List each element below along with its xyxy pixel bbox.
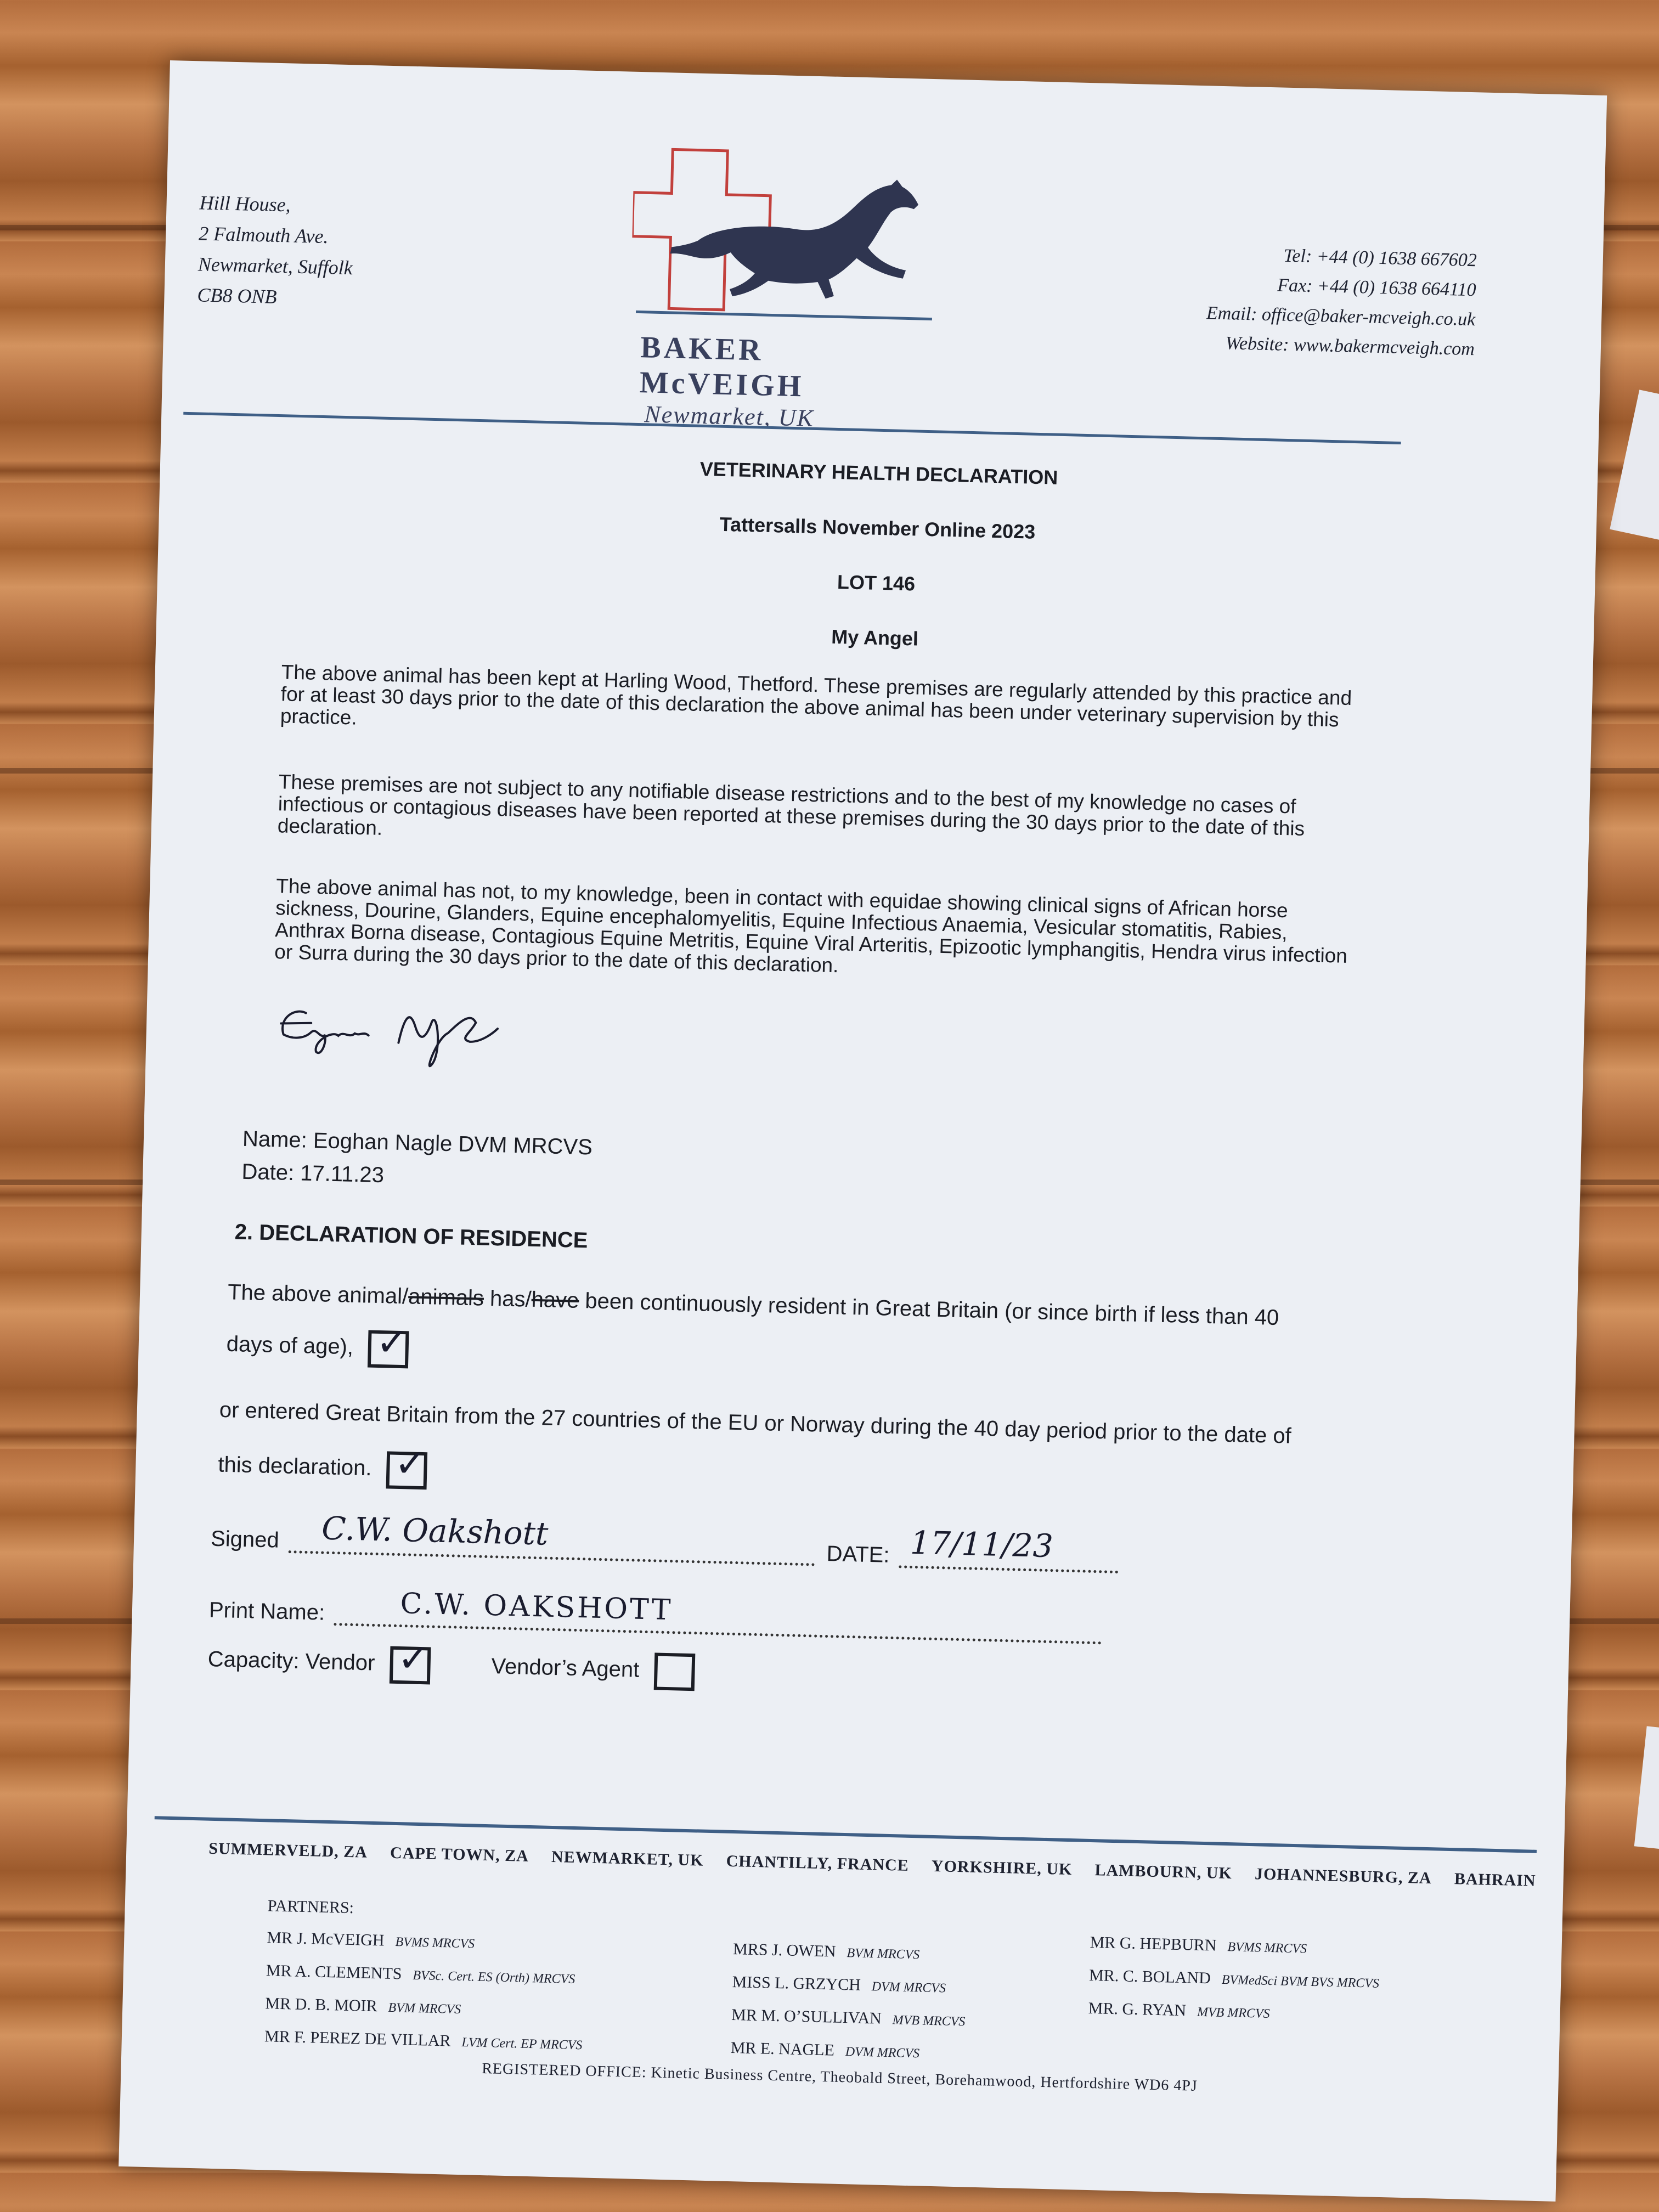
city: NEWMARKET, UK <box>551 1847 704 1870</box>
residence-text: this declaration. <box>217 1452 373 1481</box>
partner-qual: BVSc. Cert. ES (Orth) MRCVS <box>413 1968 575 1987</box>
vendor-agent-checkbox[interactable] <box>654 1652 696 1691</box>
partner <box>732 1966 967 2005</box>
residence-heading: 2. DECLARATION OF RESIDENCE <box>234 1220 588 1253</box>
declaration-title: VETERINARY HEALTH DECLARATION <box>699 457 1058 489</box>
city: BAHRAIN <box>1454 1870 1536 1890</box>
vet-name: Name: Eoghan Nagle DVM MRCVS <box>242 1126 593 1160</box>
partner-qual: LVM Cert. EP MRCVS <box>461 2035 583 2053</box>
partners-col-2 <box>730 1933 967 2070</box>
date-field[interactable] <box>899 1523 1119 1573</box>
partner-name: MR. C. BOLAND <box>1088 1966 1211 1988</box>
residence-line-2 <box>226 1320 409 1368</box>
partner-qual: BVM MRCVS <box>847 1946 920 1962</box>
practice-contact <box>1205 239 1477 364</box>
capacity-label: Capacity: Vendor <box>207 1647 375 1675</box>
signed-date: 17/11/23 <box>910 1523 1054 1565</box>
city: CAPE TOWN, ZA <box>390 1843 529 1865</box>
partner-name: MR D. B. MOIR <box>265 1994 378 2016</box>
agent-label: Vendor’s Agent <box>491 1654 640 1682</box>
partner-qual: BVM MRCVS <box>388 2000 461 2017</box>
practice-address <box>197 187 354 314</box>
galloping-horse-icon <box>669 174 919 301</box>
partner-qual: MVB MRCVS <box>892 2013 966 2029</box>
partner-qual: BVMS MRCVS <box>395 1935 475 1951</box>
partner-name: MISS L. GRZYCH <box>732 1973 861 1994</box>
adjacent-sheet-edge <box>1610 390 1659 543</box>
resident-checkbox[interactable] <box>368 1320 409 1369</box>
check-mark-icon: ✓ <box>397 1637 431 1680</box>
partner-name: MR M. O’SULLIVAN <box>731 2006 882 2028</box>
check-mark-icon: ✓ <box>375 1320 409 1364</box>
adjacent-sheet-edge <box>1634 1726 1659 1850</box>
declaration-paragraph: The above animal has been kept at Harling Wood, Thetford. These premises are regularly attended by this practice and for at least 30 days prior to the date of this declaration the above animal has been under veterinary supervision by this practice. <box>280 661 1352 731</box>
email-line: Email: office@baker-mcveigh.co.uk <box>1206 303 1476 330</box>
print-name-label: Print Name: <box>208 1598 325 1625</box>
signed-row <box>210 1509 1119 1573</box>
partners-col-1 <box>264 1890 586 2061</box>
declaration-paragraph: The above animal has not, to my knowledge, been in contact with equidae showing clinical signs of African horse sickness, Dourine, Glanders, Equine encephalomyelitis, Equine Infectious Anaemia, Vesicular stomatitis, Rabies, Anthrax Borna disease, Contagious Equine Metritis, Equine Viral Arteritis, Epizootic lymphangitis, Hendra virus infection or Surra during the 30 days prior to the date of this declaration. <box>274 874 1348 977</box>
registered-office: REGISTERED OFFICE: Kinetic Business Centre, Theobald Street, Borehamwood, Hertfordshire WD6 4PJ <box>481 2059 1198 2095</box>
address-line: Newmarket, Suffolk <box>198 253 353 279</box>
date-label: DATE: <box>826 1542 890 1567</box>
address-line: CB8 ONB <box>197 284 278 308</box>
check-mark-icon: ✓ <box>393 1441 427 1486</box>
residence-text: days of age), <box>226 1331 354 1359</box>
residence-text: The above animal/ <box>227 1280 409 1309</box>
partner-name: MR G. HEPBURN <box>1090 1933 1217 1955</box>
partners-label: PARTNERS: <box>267 1897 354 1917</box>
partner-qual: DVM MRCVS <box>871 1979 946 1996</box>
horse-name: My Angel <box>831 625 919 650</box>
city: JOHANNESBURG, ZA <box>1254 1865 1432 1888</box>
struck-text: have <box>531 1287 579 1313</box>
city: YORKSHIRE, UK <box>931 1857 1073 1879</box>
vendor-signature: C.W. Oakshott <box>321 1509 549 1553</box>
partner <box>264 2021 583 2061</box>
brand-block <box>639 330 926 435</box>
city: CHANTILLY, FRANCE <box>726 1852 910 1875</box>
printed-name: C.W. OAKSHOTT <box>399 1587 674 1627</box>
fax-line: Fax: +44 (0) 1638 664110 <box>1277 275 1476 301</box>
address-line: 2 Falmouth Ave. <box>198 222 329 248</box>
residence-line-3: or entered Great Britain from the 27 countries of the EU or Norway during the 40 day period prior to the date of <box>219 1397 1292 1448</box>
partner-name: MR J. McVEIGH <box>267 1928 385 1950</box>
partners-col-3 <box>1088 1927 1380 2033</box>
partner-qual: BVMedSci BVM BVS MRCVS <box>1221 1972 1380 1991</box>
partner-qual: MVB MRCVS <box>1197 2005 1270 2022</box>
vendor-checkbox[interactable] <box>390 1637 431 1685</box>
print-name-row <box>208 1587 1102 1645</box>
partner-name: MR. G. RYAN <box>1088 1999 1187 2020</box>
declaration-sheet <box>119 60 1607 2202</box>
declaration-paragraph: These premises are not subject to any notifiable disease restrictions and to the best of my knowledge no cases of infectious or contagious diseases have been reported at these premises during the 30 days prior to the date of this declaration. <box>277 770 1305 840</box>
print-name-field[interactable] <box>334 1587 1103 1644</box>
residence-text: has/ <box>483 1286 532 1312</box>
city: SUMMERVELD, ZA <box>208 1839 368 1861</box>
brand-location: Newmarket, UK <box>644 400 815 432</box>
partner-name: MRS J. OWEN <box>732 1940 837 1961</box>
partner <box>730 2032 965 2070</box>
logo-underline <box>636 311 932 320</box>
signed-label: Signed <box>210 1526 280 1553</box>
tel-line: Tel: +44 (0) 1638 667602 <box>1283 245 1477 271</box>
cross-horse-logo <box>630 143 942 332</box>
struck-text: animals <box>408 1284 484 1311</box>
partner-name: MR F. PEREZ DE VILLAR <box>264 2027 451 2050</box>
city: LAMBOURN, UK <box>1094 1861 1233 1883</box>
vet-date: Date: 17.11.23 <box>241 1159 385 1188</box>
residence-text: been continuously resident in Great Britain (or since birth if less than 40 <box>578 1288 1279 1330</box>
brand-name: BAKER McVEIGH <box>639 330 805 404</box>
partner <box>732 1933 967 1972</box>
partner-name: MR A. CLEMENTS <box>266 1961 402 1983</box>
capacity-row <box>207 1637 695 1691</box>
residence-line-4 <box>217 1441 428 1489</box>
website-line: Website: www.bakermcveigh.com <box>1225 333 1475 360</box>
partner-qual: BVMS MRCVS <box>1227 1940 1307 1956</box>
address-line: Hill House, <box>199 191 291 216</box>
partner-qual: DVM MRCVS <box>845 2045 920 2061</box>
signed-field[interactable] <box>288 1509 815 1566</box>
partner <box>731 1999 966 2038</box>
vet-signature <box>272 985 559 1074</box>
sale-name: Tattersalls November Online 2023 <box>719 512 1036 543</box>
partner-name: MR E. NAGLE <box>730 2039 835 2059</box>
lot-number: LOT 146 <box>837 571 916 595</box>
entered-checkbox[interactable] <box>386 1441 428 1489</box>
